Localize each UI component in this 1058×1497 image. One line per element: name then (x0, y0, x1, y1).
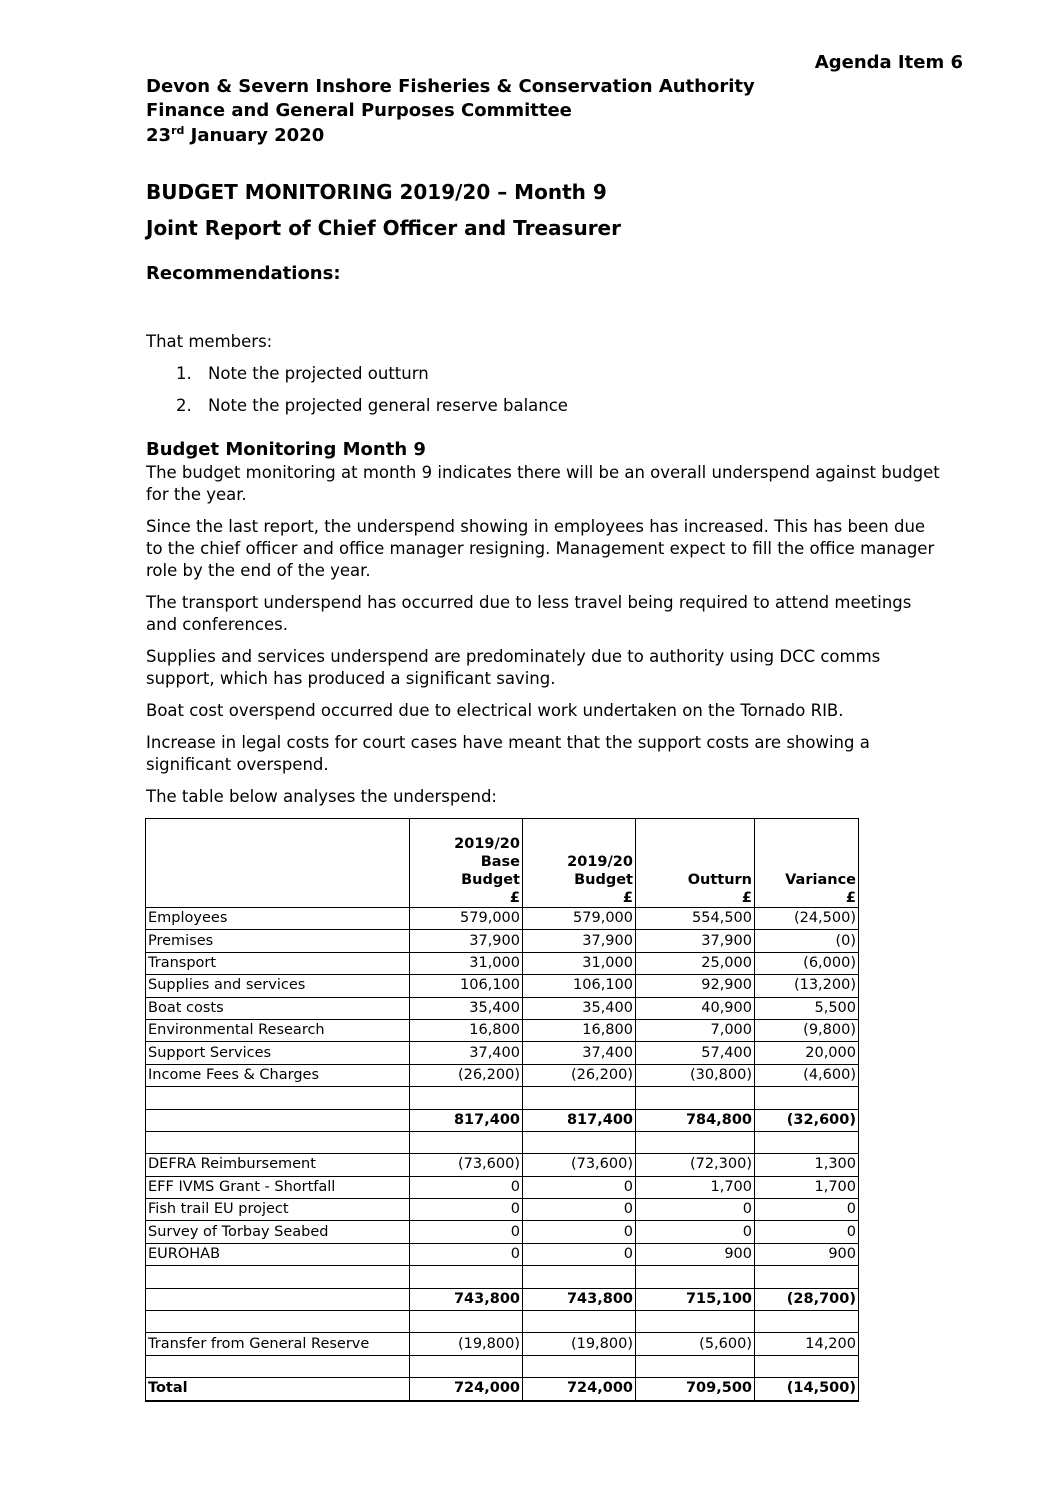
outturn-cell: 57,400 (636, 1042, 755, 1064)
row-label-cell (146, 1288, 410, 1310)
variance-cell (755, 1311, 859, 1333)
paragraph: The table below analyses the underspend: (146, 787, 497, 806)
outturn-cell (636, 1087, 755, 1109)
row-label-cell: Boat costs (146, 997, 410, 1019)
budget-cell: 0 (523, 1221, 636, 1243)
outturn-cell: 0 (636, 1199, 755, 1221)
recommendation-text: Note the projected outturn (208, 364, 429, 383)
outturn-cell: 900 (636, 1243, 755, 1265)
base-budget-cell (410, 1355, 523, 1377)
recommendation-text: Note the projected general reserve balance (208, 396, 568, 415)
variance-cell (755, 1266, 859, 1288)
budget-cell: (73,600) (523, 1154, 636, 1176)
outturn-cell: (72,300) (636, 1154, 755, 1176)
outturn-cell: 715,100 (636, 1288, 755, 1310)
variance-cell: 900 (755, 1243, 859, 1265)
recommendation-item (176, 396, 568, 415)
variance-cell: 0 (755, 1221, 859, 1243)
row-label-cell: EFF IVMS Grant - Shortfall (146, 1176, 410, 1198)
row-label-cell: Transport (146, 952, 410, 974)
base-budget-cell: 0 (410, 1221, 523, 1243)
outturn-cell: 554,500 (636, 908, 755, 930)
budget-cell: 0 (523, 1243, 636, 1265)
page-title: BUDGET MONITORING 2019/20 – Month 9 (146, 180, 607, 204)
intro-text: That members: (146, 332, 273, 351)
variance-cell: (24,500) (755, 908, 859, 930)
paragraph: Boat cost overspend occurred due to electrical work undertaken on the Tornado RIB. (146, 701, 844, 720)
variance-cell: (14,500) (755, 1378, 859, 1401)
outturn-cell (636, 1311, 755, 1333)
outturn-cell: 7,000 (636, 1019, 755, 1041)
variance-cell: (32,600) (755, 1109, 859, 1131)
table-row (146, 975, 859, 997)
paragraph: Supplies and services underspend are predominately due to authority using DCC comms support, which has produced a significant saving. (146, 647, 881, 688)
base-budget-cell: 37,900 (410, 930, 523, 952)
outturn-cell: 92,900 (636, 975, 755, 997)
row-label-cell: Fish trail EU project (146, 1199, 410, 1221)
budget-cell: 579,000 (523, 908, 636, 930)
table-row (146, 1311, 859, 1333)
header-budget: 2019/20 Budget £ (523, 819, 636, 908)
variance-cell: 5,500 (755, 997, 859, 1019)
row-label-cell (146, 1266, 410, 1288)
row-label-cell: Support Services (146, 1042, 410, 1064)
table-header-row (146, 819, 859, 908)
recommendations-heading: Recommendations: (146, 263, 341, 284)
base-budget-cell: 16,800 (410, 1019, 523, 1041)
table-row (146, 908, 859, 930)
variance-cell (755, 1131, 859, 1153)
table-row (146, 952, 859, 974)
base-budget-cell: 0 (410, 1199, 523, 1221)
budget-cell: 106,100 (523, 975, 636, 997)
row-label-cell: Survey of Torbay Seabed (146, 1221, 410, 1243)
variance-cell: (13,200) (755, 975, 859, 997)
table-row (146, 1355, 859, 1377)
header-base-budget: 2019/20 Base Budget £ (410, 819, 523, 908)
budget-table (145, 818, 859, 1402)
table-row (146, 1378, 859, 1401)
row-label-cell: DEFRA Reimbursement (146, 1154, 410, 1176)
budget-cell: 37,400 (523, 1042, 636, 1064)
report-subtitle: Joint Report of Chief Officer and Treasurer (146, 216, 621, 240)
budget-cell: 16,800 (523, 1019, 636, 1041)
row-label-cell: Employees (146, 908, 410, 930)
variance-cell: (4,600) (755, 1064, 859, 1086)
outturn-cell: 25,000 (636, 952, 755, 974)
outturn-cell (636, 1266, 755, 1288)
row-label-cell (146, 1311, 410, 1333)
variance-cell: (0) (755, 930, 859, 952)
table-row (146, 1154, 859, 1176)
table-body (146, 908, 859, 1401)
variance-cell: (9,800) (755, 1019, 859, 1041)
row-label-cell (146, 1109, 410, 1131)
header-outturn: Outturn £ (636, 819, 755, 908)
budget-cell (523, 1131, 636, 1153)
budget-cell (523, 1266, 636, 1288)
variance-cell: 1,300 (755, 1154, 859, 1176)
budget-cell: 31,000 (523, 952, 636, 974)
table-row (146, 1109, 859, 1131)
variance-cell (755, 1355, 859, 1377)
budget-cell: 37,900 (523, 930, 636, 952)
base-budget-cell (410, 1311, 523, 1333)
table-row (146, 1243, 859, 1265)
header-label-cell (146, 819, 410, 908)
table-row (146, 1064, 859, 1086)
table-row (146, 930, 859, 952)
budget-cell: 35,400 (523, 997, 636, 1019)
variance-cell (755, 1087, 859, 1109)
base-budget-cell: 31,000 (410, 952, 523, 974)
base-budget-cell (410, 1131, 523, 1153)
row-label-cell: Supplies and services (146, 975, 410, 997)
outturn-cell: 709,500 (636, 1378, 755, 1401)
date-month-year: January 2020 (184, 125, 325, 146)
budget-cell: (26,200) (523, 1064, 636, 1086)
paragraph: The transport underspend has occurred due to less travel being required to attend meetings and conferences. (146, 593, 912, 634)
variance-cell: 14,200 (755, 1333, 859, 1355)
row-label-cell: Transfer from General Reserve (146, 1333, 410, 1355)
variance-cell: (6,000) (755, 952, 859, 974)
paragraph: Since the last report, the underspend showing in employees has increased. This has been due to the chief officer and office manager resigning. Management expect to fill the office manager role by the end of the year. (146, 517, 935, 580)
base-budget-cell: 0 (410, 1176, 523, 1198)
budget-cell: (19,800) (523, 1333, 636, 1355)
table-row (146, 1266, 859, 1288)
table-row (146, 1333, 859, 1355)
table-row (146, 1221, 859, 1243)
paragraph: Increase in legal costs for court cases have meant that the support costs are showing a significant overspend. (146, 733, 870, 774)
row-label-cell: Income Fees & Charges (146, 1064, 410, 1086)
table-row (146, 997, 859, 1019)
budget-cell: 0 (523, 1199, 636, 1221)
meeting-date (146, 124, 324, 146)
base-budget-cell: (26,200) (410, 1064, 523, 1086)
agenda-item-label: Agenda Item 6 (814, 52, 963, 73)
base-budget-cell: 743,800 (410, 1288, 523, 1310)
row-label-cell: Environmental Research (146, 1019, 410, 1041)
budget-cell (523, 1355, 636, 1377)
outturn-cell: 40,900 (636, 997, 755, 1019)
outturn-cell: 784,800 (636, 1109, 755, 1131)
base-budget-cell: 37,400 (410, 1042, 523, 1064)
row-label-cell: Total (146, 1378, 410, 1401)
row-label-cell (146, 1355, 410, 1377)
section-heading: Budget Monitoring Month 9 (146, 439, 426, 460)
variance-cell: 20,000 (755, 1042, 859, 1064)
table-row (146, 1087, 859, 1109)
budget-cell: 724,000 (523, 1378, 636, 1401)
paragraph: The budget monitoring at month 9 indicates there will be an overall underspend against budget for the year. (146, 463, 940, 504)
row-label-cell (146, 1087, 410, 1109)
base-budget-cell: 106,100 (410, 975, 523, 997)
variance-cell: 0 (755, 1199, 859, 1221)
table-row (146, 1176, 859, 1198)
base-budget-cell: 0 (410, 1243, 523, 1265)
variance-cell: (28,700) (755, 1288, 859, 1310)
row-label-cell: EUROHAB (146, 1243, 410, 1265)
outturn-cell: 0 (636, 1221, 755, 1243)
base-budget-cell (410, 1087, 523, 1109)
base-budget-cell: 579,000 (410, 908, 523, 930)
budget-cell: 0 (523, 1176, 636, 1198)
base-budget-cell: (19,800) (410, 1333, 523, 1355)
variance-cell: 1,700 (755, 1176, 859, 1198)
table-row (146, 1288, 859, 1310)
base-budget-cell: 817,400 (410, 1109, 523, 1131)
outturn-cell: 1,700 (636, 1176, 755, 1198)
outturn-cell: (5,600) (636, 1333, 755, 1355)
budget-cell: 743,800 (523, 1288, 636, 1310)
outturn-cell (636, 1131, 755, 1153)
table-row (146, 1042, 859, 1064)
row-label-cell (146, 1131, 410, 1153)
outturn-cell: (30,800) (636, 1064, 755, 1086)
budget-cell (523, 1311, 636, 1333)
header-variance: Variance £ (755, 819, 859, 908)
table-row (146, 1131, 859, 1153)
budget-cell (523, 1087, 636, 1109)
row-label-cell: Premises (146, 930, 410, 952)
budget-cell: 817,400 (523, 1109, 636, 1131)
base-budget-cell: 35,400 (410, 997, 523, 1019)
base-budget-cell: (73,600) (410, 1154, 523, 1176)
recommendation-item (176, 364, 429, 383)
committee-name: Finance and General Purposes Committee (146, 100, 572, 121)
table-row (146, 1019, 859, 1041)
date-suffix: rd (171, 124, 185, 137)
base-budget-cell: 724,000 (410, 1378, 523, 1401)
recommendation-number: 2. (176, 396, 192, 415)
base-budget-cell (410, 1266, 523, 1288)
table-row (146, 1199, 859, 1221)
date-day: 23 (146, 125, 172, 146)
outturn-cell (636, 1355, 755, 1377)
authority-name: Devon & Severn Inshore Fisheries & Conservation Authority (146, 76, 755, 97)
outturn-cell: 37,900 (636, 930, 755, 952)
recommendation-number: 1. (176, 364, 192, 383)
